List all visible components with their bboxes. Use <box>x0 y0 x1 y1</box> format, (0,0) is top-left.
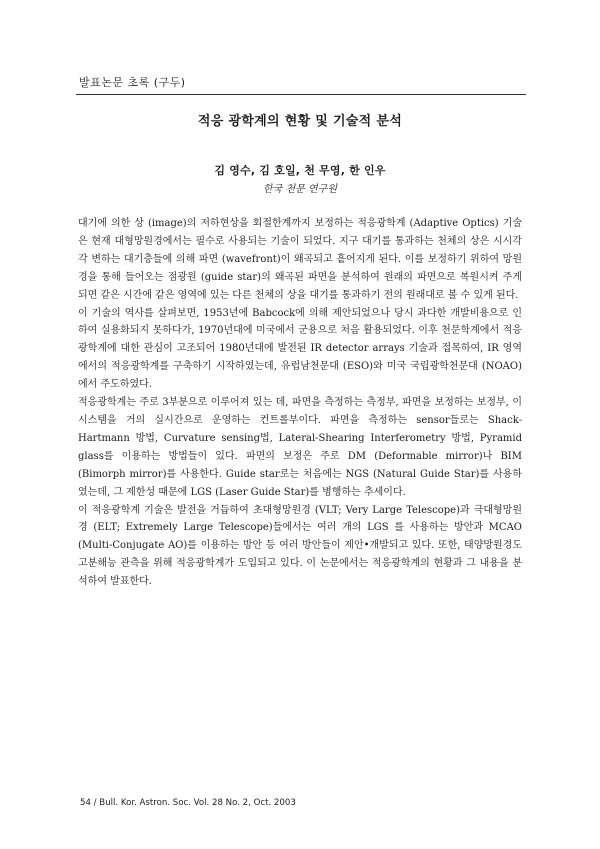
page-footer-citation: 54 / Bull. Kor. Astron. Soc. Vol. 28 No. 2, Oct. 2003 <box>80 798 296 808</box>
article-title: 적응 광학계의 현황 및 기술적 분석 <box>197 114 403 129</box>
article-authors: 김 영수, 김 호일, 천 무영, 한 인우 <box>214 164 386 177</box>
abstract-paragraph: 이 적응광학계 기술은 발전을 거듭하여 초대형망원경 (VLT; Very Large Telescope)과 극대형망원경 (ELT; Extremely Large Telescope)들에서는 여러 개의 LGS 를 사용하는 방안과 MCAO (Multi-Conjugate AO)를 이용하는 방안 등 여러 방안들이 제안•개발되고 있다. 또한, 태양망원경도 고분해능 관측을 위해 적응광학계가 도입되고 있다. 이 논문에서는 적응광학계의 현황과 그 내용을 분석하여 발표한다. <box>78 504 522 588</box>
abstract-paragraph: 이 기술의 역사를 살펴보면, 1953년에 Babcock에 의해 제안되었으나 당시 과다한 개발비용으로 인하여 실용화되지 못하다가, 1970년대에 미국에서 군용으로 처음 활용되었다. 이후 천문학계에서 적응광학계에 대한 관심이 고조되어 1980년대에 발전된 IR detector arrays 기술과 접목하여, IR 영역에서의 적응광학계를 구축하기 시작하였는데, 유럽남천문대 (ESO)와 미국 국립광학천문대 (NOAO)에서 주도하였다. <box>78 307 522 391</box>
abstract-paragraph: 적응광학계는 주로 3부분으로 이루어져 있는 데, 파면을 측정하는 측정부, 파면을 보정하는 보정부, 이 시스템을 거의 실시간으로 운영하는 컨트롤부이다. 파면을 측정하는 sensor들로는 Shack-Hartmann 방법, Curvature sensing법, Lateral-Shearing Interferometry 방법, Pyramid glass를 이용하는 방법들이 있다. 파면의 보정은 주로 DM (Deformable mirror)나 BIM (Bimorph mirror)를 사용한다. Guide star로는 처음에는 NGS (Natural Guide Star)를 사용하였는데, 그 제한성 때문에 LGS (Laser Guide Star)를 병행하는 추세이다. <box>78 397 522 498</box>
abstract-body <box>78 215 522 591</box>
section-label: 발표논문 초록 (구두) <box>79 76 186 89</box>
abstract-paragraph: 대기에 의한 상 (image)의 저하현상을 회절한계까지 보정하는 적응광학계 (Adaptive Optics) 기술은 현재 대형망원경에서는 필수로 사용되는 기술이 되었다. 지구 대기를 통과하는 천체의 상은 시시각각 변하는 대기층들에 의해 파면 (wavefront)이 왜곡되고 흩어지게 된다. 이를 보정하기 위하여 망원경을 통해 들어오는 점광원 (guide star)의 왜곡된 파면을 분석하여 원래의 파면으로 복원시켜 주게 되면 같은 시간에 같은 영역에 있는 다른 천체의 상을 대기를 통과하기 전의 원래대로 볼 수 있게 된다. <box>78 218 522 301</box>
article-affiliation: 한국 천문 연구원 <box>263 184 337 195</box>
header-divider <box>76 94 526 95</box>
